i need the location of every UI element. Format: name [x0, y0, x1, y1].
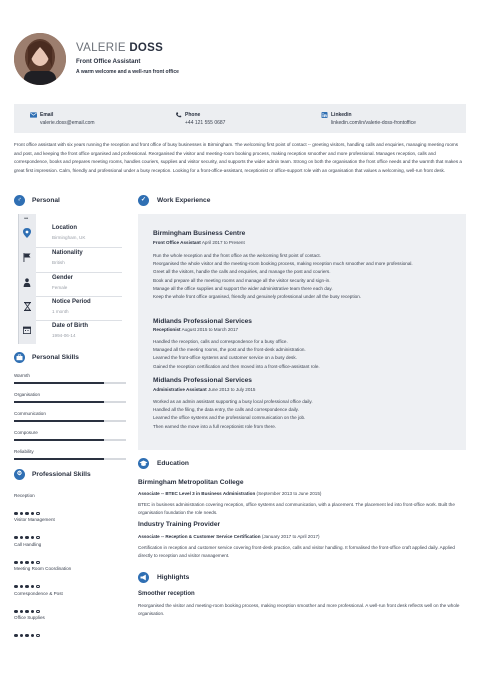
personal-item-location: [18, 222, 122, 246]
gender-icon: ♂: [14, 195, 25, 206]
job-role: Front Office Assistant: [153, 240, 201, 245]
job-company: Birmingham Business Centre: [153, 230, 246, 237]
job-bullet: Greet all the visitors, handle the calls and enquiries, and manage the post and couriers.: [153, 269, 331, 275]
job-dates: August 2015 to March 2017: [181, 327, 239, 332]
job-company: Midlands Professional Services: [153, 377, 252, 384]
rating-dot-empty: [36, 585, 40, 589]
job-bullets: [153, 398, 453, 431]
job-bullet: Keep the whole front office organised, friendly and genuinely professional under all the busy reception.: [153, 294, 362, 300]
profile-photo: [14, 33, 66, 85]
location-label: Location: [52, 225, 77, 231]
rating-dot-filled: [14, 610, 18, 614]
job-bullet: Learned the office systems and the professional communication on the job.: [153, 415, 306, 421]
candidate-name: [76, 42, 163, 54]
personal-item-notice: [18, 296, 122, 320]
skill-reliability: [14, 447, 126, 463]
skill-fill: [14, 439, 104, 441]
notice-label: Notice Period: [52, 299, 91, 305]
email-value[interactable]: valerie.doss@email.com: [40, 120, 95, 126]
rating-dots: [14, 624, 126, 628]
skill-composure: [14, 428, 126, 444]
job-company: Midlands Professional Services: [153, 318, 252, 325]
highlight-desc: Reorganised the visitor and meeting-room booking process, making reception smoother and more professional. A well-run front desk reflects well on the whole organisation.: [138, 603, 460, 617]
skill-label: Communication: [14, 411, 46, 416]
skill-fill: [14, 458, 104, 460]
rating-dot-filled: [14, 585, 18, 589]
email-label: Email: [40, 112, 54, 118]
personal-item-gender: [18, 272, 122, 296]
rating-dot-filled: [31, 536, 35, 540]
rating-dot-empty: [36, 561, 40, 565]
rating-dot-filled: [31, 634, 35, 638]
edu-qualification: Associate -- BTEC Level 3 in Business Administration: [138, 491, 256, 496]
skill-bar: [14, 458, 126, 460]
rating-dot-filled: [31, 561, 35, 565]
edu-desc: BTEC in business administration covering reception, office systems and communication, with a placement. The placement led into front-office work. Built the organisation foundation the role needs.: [138, 502, 455, 516]
pro-skill-label: Reception: [14, 493, 35, 498]
notice-value: 1 month: [52, 309, 69, 314]
job-bullet: Manage all the office supplies and support the wider administrative team there each day.: [153, 285, 333, 291]
pro-skill-label: Meeting Room Coordination: [14, 566, 72, 571]
education-title: Education: [157, 460, 189, 467]
nationality-value: British: [52, 260, 65, 265]
personal-item-nationality: [18, 247, 122, 271]
rating-dot-filled: [20, 610, 24, 614]
skill-fill: [14, 382, 104, 384]
rating-dot-filled: [14, 512, 18, 516]
job-bullet: Handled the reception, calls and correspondence for a busy office.: [153, 339, 288, 344]
highlight-title: Smoother reception: [138, 591, 195, 597]
job-meta: [153, 327, 238, 332]
pro-skill-calls: [14, 542, 126, 555]
job-bullets: [153, 338, 453, 371]
edu-meta: [138, 534, 320, 539]
rating-dot-filled: [20, 536, 24, 540]
skill-bar: [14, 439, 126, 441]
rating-dot-filled: [20, 561, 24, 565]
check-icon: ✓: [138, 195, 149, 206]
pro-skill-supplies: [14, 615, 126, 628]
edu-dates: (September 2013 to June 2015): [256, 491, 322, 496]
contact-email: [40, 112, 95, 126]
contact-linkedin: [331, 112, 416, 126]
edu-desc: Certification in reception and customer service covering front-desk practice, calls and visitor handling. It formalised the front-office craft applied daily. Applied directly to reception and visitor management.: [138, 545, 455, 559]
gender-value: Female: [52, 285, 68, 290]
edu-school: Industry Training Provider: [138, 521, 221, 528]
job-bullets: [153, 252, 453, 301]
skill-label: Organisation: [14, 392, 41, 397]
rating-dot-filled: [31, 585, 35, 589]
pro-skill-correspondence: [14, 591, 126, 604]
pro-skill-reception: [14, 493, 126, 506]
highlights-title: Highlights: [157, 574, 190, 581]
rating-dots: [14, 575, 126, 579]
rating-dot-empty: [36, 610, 40, 614]
skill-fill: [14, 401, 104, 403]
rating-dots: [14, 551, 126, 555]
personal-item-dob: [18, 320, 122, 344]
skill-bar: [14, 420, 126, 422]
location-pin-icon: [22, 228, 32, 238]
rating-dot-filled: [25, 561, 29, 565]
rating-dot-filled: [20, 512, 24, 516]
rating-dots: [14, 600, 126, 604]
tagline: A warm welcome and a well-run front office: [76, 69, 179, 75]
personal-card: [14, 214, 126, 344]
edu-qualification: Associate -- Reception & Customer Service Certification: [138, 534, 261, 539]
phone-value[interactable]: +44 121 555 0687: [185, 120, 226, 126]
rating-dot-filled: [20, 585, 24, 589]
rating-dot-filled: [14, 536, 18, 540]
job-role: Receptionist: [153, 327, 181, 332]
hourglass-icon: [22, 302, 32, 312]
rating-dot-filled: [25, 610, 29, 614]
job-bullet: Run the whole reception and the front office as the welcoming first point of contact.: [153, 253, 321, 258]
job-dates: April 2017 to Present: [201, 240, 245, 245]
edu-school: Birmingham Metropolitan College: [138, 479, 244, 486]
skill-warmth: [14, 371, 126, 387]
job-bullet: Reorganised the whole visitor and the meeting-room booking process, making reception much smoother and more professional.: [153, 261, 413, 267]
job-bullet: Worked as an admin assistant supporting a busy local professional office daily.: [153, 399, 313, 404]
summary: Front office assistant with six years running the reception and front office of busy businesses in Birmingham. The welcoming first point of contact -- greeting visitors, handling calls and enquiries, managing meeting rooms and post, and keeping the front office organised and professional. Reorganised the visitor and meeting-room booking process, making reception smoother and more professional. Manages reception, calls and correspondence, books and prepares meeting rooms, handles couriers, supplies and visitor security, and supports the wider admin team. Strong on both the organisation the front office needs and the warmth that makes a great first impression. Calm, friendly and professional under a busy reception. Looking for a front-office-assistant, receptionist or office-support role with an organisation that values a welcoming, well-run front desk.: [14, 142, 462, 173]
job-bullet: Book and prepare all the meeting rooms and manage all the visitor security and sign-in.: [153, 277, 331, 283]
work-experience-panel: [138, 214, 466, 450]
skill-organisation: [14, 390, 126, 406]
last-name: DOSS: [129, 42, 164, 54]
rating-dot-filled: [25, 634, 29, 638]
gear-icon: ⚙: [14, 469, 25, 480]
edu-dates: (January 2017 to April 2017): [261, 534, 320, 539]
skill-label: Warmth: [14, 373, 30, 378]
skill-fill: [14, 420, 104, 422]
person-icon: [22, 278, 32, 288]
rating-dot-filled: [31, 610, 35, 614]
job-bullet: Learned the front-office systems and customer service on a busy desk.: [153, 355, 297, 361]
skill-communication: [14, 409, 126, 425]
job-dates: June 2013 to July 2015: [207, 387, 256, 392]
rating-dot-filled: [20, 634, 24, 638]
pro-skill-label: Office Supplies: [14, 615, 45, 620]
flag-icon: [22, 253, 32, 263]
graduation-cap-icon: [138, 458, 149, 469]
job-meta: [153, 240, 245, 245]
pro-skill-meeting: [14, 566, 126, 579]
linkedin-label: Linkedin: [331, 112, 352, 118]
job-bullet: Handled all the filing, the data entry, the calls and correspondence daily.: [153, 407, 299, 413]
first-name: VALERIE: [76, 42, 126, 54]
rating-dot-empty: [36, 536, 40, 540]
pro-skill-label: Visitor Management: [14, 517, 55, 522]
job-bullet: Then earned the move into a full receptionist role from there.: [153, 423, 277, 429]
dob-value: 1994-06-14: [52, 333, 76, 338]
skill-bar: [14, 382, 126, 384]
dob-label: Date of Birth: [52, 323, 88, 329]
email-icon: [30, 112, 37, 118]
phone-icon: [175, 112, 182, 118]
contact-phone: [185, 112, 225, 126]
linkedin-value[interactable]: linkedin.com/in/valerie-doss-frontoffice: [331, 120, 416, 126]
linkedin-icon: [321, 112, 328, 118]
personal-title: Personal: [32, 197, 60, 204]
gender-label: Gender: [52, 275, 74, 281]
rating-dots: [14, 502, 126, 506]
skill-label: Composure: [14, 430, 38, 435]
job-title: Front Office Assistant: [76, 58, 141, 65]
rating-dot-filled: [14, 561, 18, 565]
contact-bar: [14, 104, 466, 133]
rating-dot-filled: [31, 512, 35, 516]
job-meta: [153, 387, 256, 392]
pro-skill-visitor: [14, 517, 126, 530]
rating-dot-filled: [25, 512, 29, 516]
pro-skill-label: Call Handling: [14, 542, 42, 547]
nationality-label: Nationality: [52, 250, 83, 256]
rating-dot-empty: [36, 512, 40, 516]
rating-dots: [14, 526, 126, 530]
job-role: Administrative Assistant: [153, 387, 207, 392]
dots-icon: •••: [24, 216, 28, 222]
personal-skills-title: Personal Skills: [32, 354, 79, 361]
edu-meta: [138, 491, 321, 496]
job-bullet: Gained the reception certification and then moved into a front-office-assistant role.: [153, 363, 320, 369]
megaphone-icon: [138, 572, 149, 583]
rating-dot-filled: [25, 585, 29, 589]
rating-dot-empty: [36, 634, 40, 638]
work-title: Work Experience: [157, 197, 211, 204]
skill-label: Reliability: [14, 449, 34, 454]
calendar-icon: [22, 326, 32, 336]
skill-bar: [14, 401, 126, 403]
pro-skill-label: Correspondence & Post: [14, 591, 63, 596]
rating-dot-filled: [14, 634, 18, 638]
phone-label: Phone: [185, 112, 201, 118]
rating-dot-filled: [25, 536, 29, 540]
job-bullet: Managed all the meeting rooms, the post and the front-desk administration.: [153, 347, 306, 353]
location-value: Birmingham, UK: [52, 235, 86, 240]
briefcase-icon: [14, 352, 25, 363]
professional-skills-title: Professional Skills: [32, 471, 91, 478]
